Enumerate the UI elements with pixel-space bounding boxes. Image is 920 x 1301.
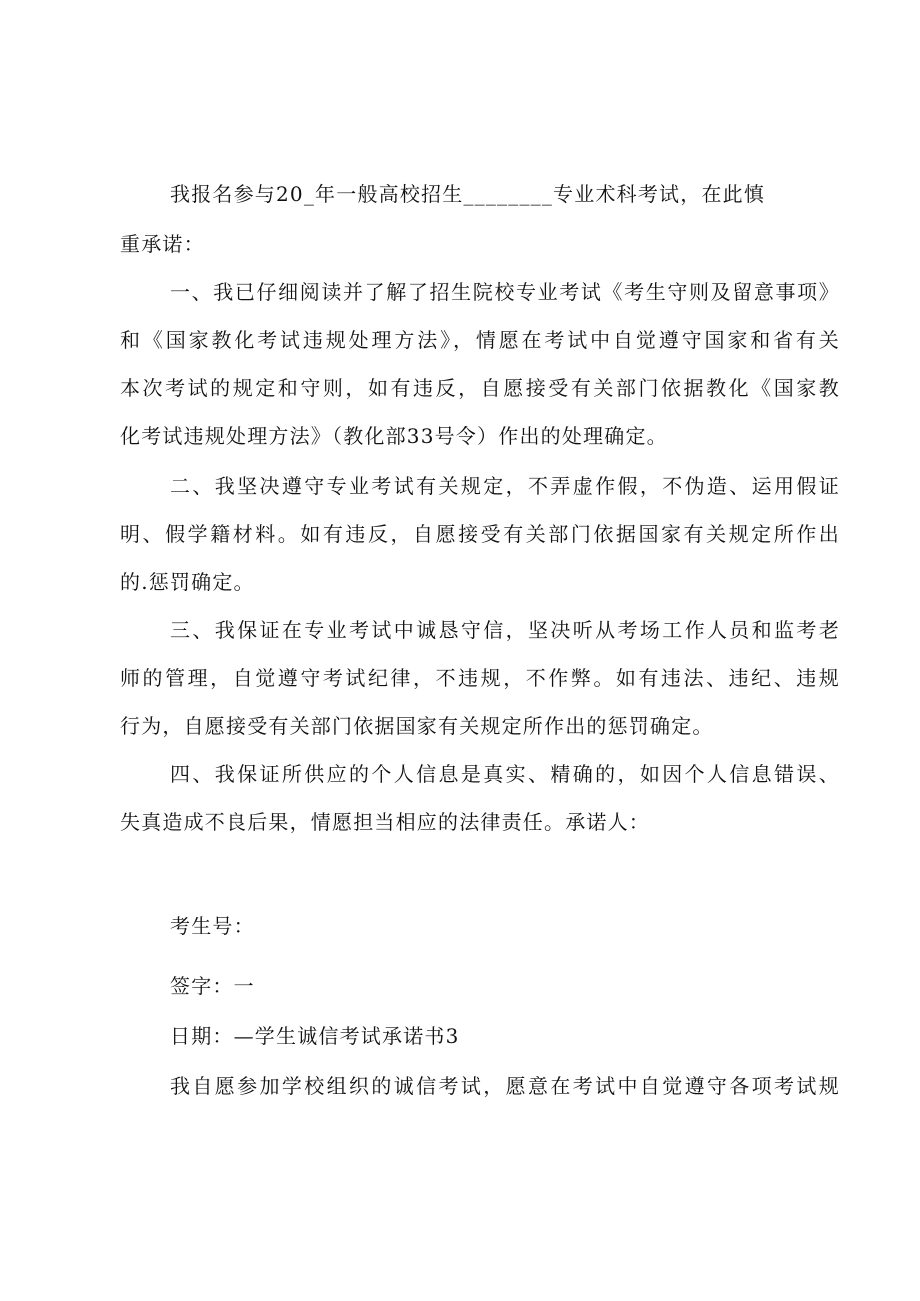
next-document-first-line: 我自愿参加学校组织的诚信考试，愿意在考试中自觉遵守各项考试规 [170, 1074, 840, 1098]
clause-3-line-2: 师的管理，自觉遵守考试纪律，不违规，不作弊。如有违法、违纪、违规 [120, 666, 840, 690]
clause-3-line-1: 三、我保证在专业考试中诚恳守信，坚决听从考场工作人员和监考老 [170, 618, 840, 642]
candidate-number-label: 考生号： [170, 914, 255, 938]
clause-2-line-2: 明、假学籍材料。如有违反，自愿接受有关部门依据国家有关规定所作出 [120, 522, 840, 546]
clause-4-line-1: 四、我保证所供应的个人信息是真实、精确的，如因个人信息错误、 [170, 762, 840, 786]
clause-2-line-3: 的.惩罚确定。 [120, 570, 255, 594]
clause-3-line-3: 行为，自愿接受有关部门依据国家有关规定所作出的惩罚确定。 [120, 714, 714, 738]
signature-label: 签字：一 [170, 974, 255, 998]
clause-1-line-4: 化考试违规处理方法》（教化部33号令）作出的处理确定。 [120, 424, 668, 448]
clause-1-line-3: 本次考试的规定和守则，如有违反，自愿接受有关部门依据教化《国家教 [120, 376, 840, 400]
paragraph-intro-line-2: 重承诺： [120, 232, 205, 256]
clause-2-line-1: 二、我坚决遵守专业考试有关规定，不弄虚作假，不伪造、运用假证 [170, 474, 840, 498]
clause-4-line-2: 失真造成不良后果，情愿担当相应的法律责任。承诺人： [120, 810, 650, 834]
clause-1-line-2: 和《国家教化考试违规处理方法》，情愿在考试中自觉遵守国家和省有关 [120, 328, 840, 352]
date-label-and-next-title: 日期：—学生诚信考试承诺书3 [170, 1024, 460, 1048]
clause-1-line-1: 一、我已仔细阅读并了解了招生院校专业考试《考生守则及留意事项》 [170, 280, 840, 304]
paragraph-intro-line-1: 我报名参与20_年一般高校招生________专业术科考试，在此慎 [170, 182, 766, 206]
